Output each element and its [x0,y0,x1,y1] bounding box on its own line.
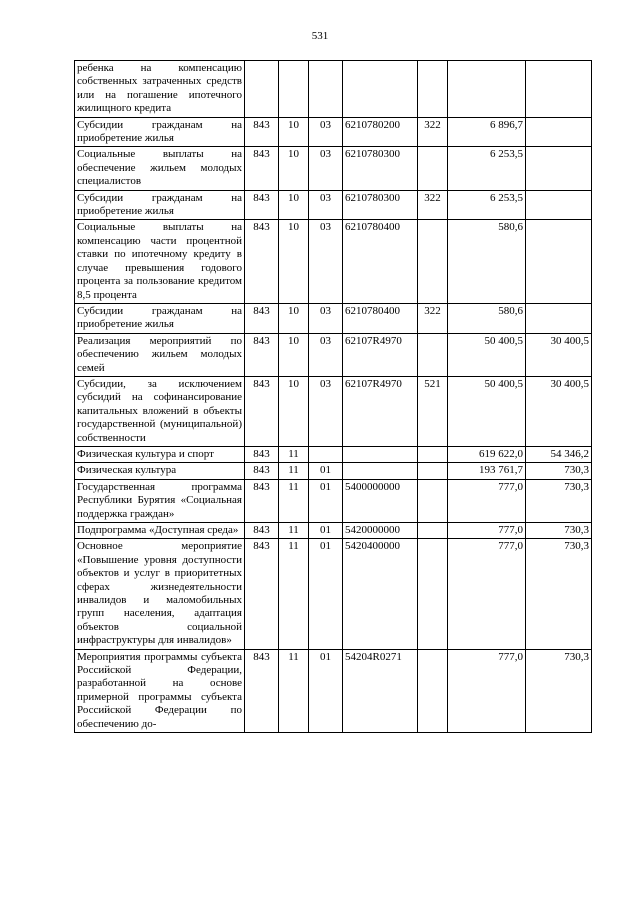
subsection-code-cell: 03 [309,220,343,303]
admin-code-cell: 843 [245,446,279,462]
table-row [75,190,592,220]
subsection-code-cell [309,61,343,118]
subsection-code-cell: 01 [309,649,343,732]
admin-code-cell: 843 [245,333,279,376]
amount-2-cell [526,220,592,303]
admin-code-cell: 843 [245,649,279,732]
admin-code-cell: 843 [245,539,279,649]
section-code-cell: 10 [279,147,309,190]
row-name-cell: Физическая культура [75,463,245,479]
amount-1-cell: 193 761,7 [448,463,526,479]
table-row [75,303,592,333]
expense-type-cell: 322 [418,303,448,333]
target-article-cell: 6210780400 [343,303,418,333]
amount-2-cell: 730,3 [526,479,592,522]
amount-1-cell: 50 400,5 [448,333,526,376]
section-code-cell: 11 [279,649,309,732]
section-code-cell: 10 [279,117,309,147]
row-name-cell: Подпрограмма «Доступная среда» [75,523,245,539]
table-row [75,333,592,376]
target-article-cell [343,61,418,118]
amount-1-cell: 777,0 [448,523,526,539]
expense-type-cell [418,523,448,539]
admin-code-cell [245,61,279,118]
section-code-cell: 11 [279,539,309,649]
amount-2-cell: 30 400,5 [526,333,592,376]
amount-1-cell: 6 896,7 [448,117,526,147]
expense-type-cell [418,539,448,649]
section-code-cell: 10 [279,303,309,333]
table-row [75,479,592,522]
amount-1-cell: 580,6 [448,303,526,333]
subsection-code-cell: 03 [309,117,343,147]
section-code-cell: 11 [279,446,309,462]
table-row [75,446,592,462]
amount-2-cell [526,303,592,333]
section-code-cell: 11 [279,523,309,539]
row-name-cell: Мероприятия программы субъекта Российской Федерации, разработанной на основе примерной программы субъекта Российской Федерации по обеспечению до- [75,649,245,732]
target-article-cell: 5400000000 [343,479,418,522]
amount-2-cell [526,190,592,220]
target-article-cell: 62107R4970 [343,333,418,376]
row-name-cell: Субсидии гражданам на приобретение жилья [75,190,245,220]
table-row [75,61,592,118]
section-code-cell: 11 [279,463,309,479]
target-article-cell: 6210780200 [343,117,418,147]
expense-type-cell [418,446,448,462]
row-name-cell: Социальные выплаты на компенсацию части процентной ставки по ипотечному кредиту в случае превышения годового процента за пользование кредитом 8,5 процента [75,220,245,303]
expense-type-cell [418,463,448,479]
section-code-cell [279,61,309,118]
table-row [75,523,592,539]
subsection-code-cell: 01 [309,523,343,539]
admin-code-cell: 843 [245,117,279,147]
target-article-cell: 6210780300 [343,147,418,190]
section-code-cell: 11 [279,479,309,522]
admin-code-cell: 843 [245,303,279,333]
amount-2-cell [526,147,592,190]
subsection-code-cell: 03 [309,333,343,376]
amount-1-cell: 777,0 [448,649,526,732]
expense-type-cell: 322 [418,190,448,220]
admin-code-cell: 843 [245,220,279,303]
table-row [75,463,592,479]
table-row [75,376,592,446]
row-name-cell: Субсидии, за исключением субсидий на софинансирование капитальных вложений в объекты государственной (муниципальной) собственности [75,376,245,446]
subsection-code-cell: 01 [309,463,343,479]
subsection-code-cell: 03 [309,303,343,333]
expense-type-cell: 521 [418,376,448,446]
amount-2-cell: 54 346,2 [526,446,592,462]
row-name-cell: Реализация мероприятий по обеспечению жильем молодых семей [75,333,245,376]
admin-code-cell: 843 [245,479,279,522]
target-article-cell: 62107R4970 [343,376,418,446]
page-number: 531 [311,30,329,42]
target-article-cell [343,463,418,479]
target-article-cell: 6210780300 [343,190,418,220]
expense-type-cell [418,479,448,522]
row-name-cell: Субсидии гражданам на приобретение жилья [75,117,245,147]
amount-2-cell: 730,3 [526,463,592,479]
expense-type-cell [418,61,448,118]
amount-1-cell: 6 253,5 [448,190,526,220]
admin-code-cell: 843 [245,147,279,190]
admin-code-cell: 843 [245,463,279,479]
table-row [75,220,592,303]
target-article-cell: 5420400000 [343,539,418,649]
section-code-cell: 10 [279,190,309,220]
admin-code-cell: 843 [245,376,279,446]
amount-1-cell: 619 622,0 [448,446,526,462]
row-name-cell: Государственная программа Республики Бурятия «Социальная поддержка граждан» [75,479,245,522]
expense-type-cell [418,147,448,190]
admin-code-cell: 843 [245,190,279,220]
expense-type-cell [418,333,448,376]
row-name-cell: Социальные выплаты на обеспечение жильем молодых специалистов [75,147,245,190]
expense-type-cell: 322 [418,117,448,147]
amount-2-cell: 730,3 [526,649,592,732]
amount-1-cell: 777,0 [448,539,526,649]
amount-2-cell: 30 400,5 [526,376,592,446]
admin-code-cell: 843 [245,523,279,539]
target-article-cell [343,446,418,462]
target-article-cell: 54204R0271 [343,649,418,732]
subsection-code-cell: 03 [309,376,343,446]
subsection-code-cell: 01 [309,539,343,649]
row-name-cell: Физическая культура и спорт [75,446,245,462]
budget-table [74,60,592,733]
section-code-cell: 10 [279,376,309,446]
subsection-code-cell: 03 [309,190,343,220]
amount-1-cell: 50 400,5 [448,376,526,446]
section-code-cell: 10 [279,333,309,376]
row-name-cell: Субсидии гражданам на приобретение жилья [75,303,245,333]
subsection-code-cell: 03 [309,147,343,190]
amount-1-cell: 777,0 [448,479,526,522]
table-row [75,147,592,190]
target-article-cell: 5420000000 [343,523,418,539]
amount-1-cell [448,61,526,118]
amount-1-cell: 6 253,5 [448,147,526,190]
expense-type-cell [418,220,448,303]
table-row [75,539,592,649]
amount-2-cell [526,61,592,118]
section-code-cell: 10 [279,220,309,303]
budget-table-body [75,61,592,733]
row-name-cell: ребенка на компенсацию собственных затраченных средств или на погашение ипотечного жилищного кредита [75,61,245,118]
amount-2-cell: 730,3 [526,539,592,649]
subsection-code-cell: 01 [309,479,343,522]
amount-2-cell [526,117,592,147]
amount-1-cell: 580,6 [448,220,526,303]
subsection-code-cell [309,446,343,462]
row-name-cell: Основное мероприятие «Повышение уровня доступности объектов и услуг в приоритетных сферах жизнедеятельности инвалидов и маломобильных групп населения, адаптация объектов социальной инфраструктуры для инвалидов» [75,539,245,649]
table-row [75,649,592,732]
amount-2-cell: 730,3 [526,523,592,539]
table-row [75,117,592,147]
target-article-cell: 6210780400 [343,220,418,303]
expense-type-cell [418,649,448,732]
